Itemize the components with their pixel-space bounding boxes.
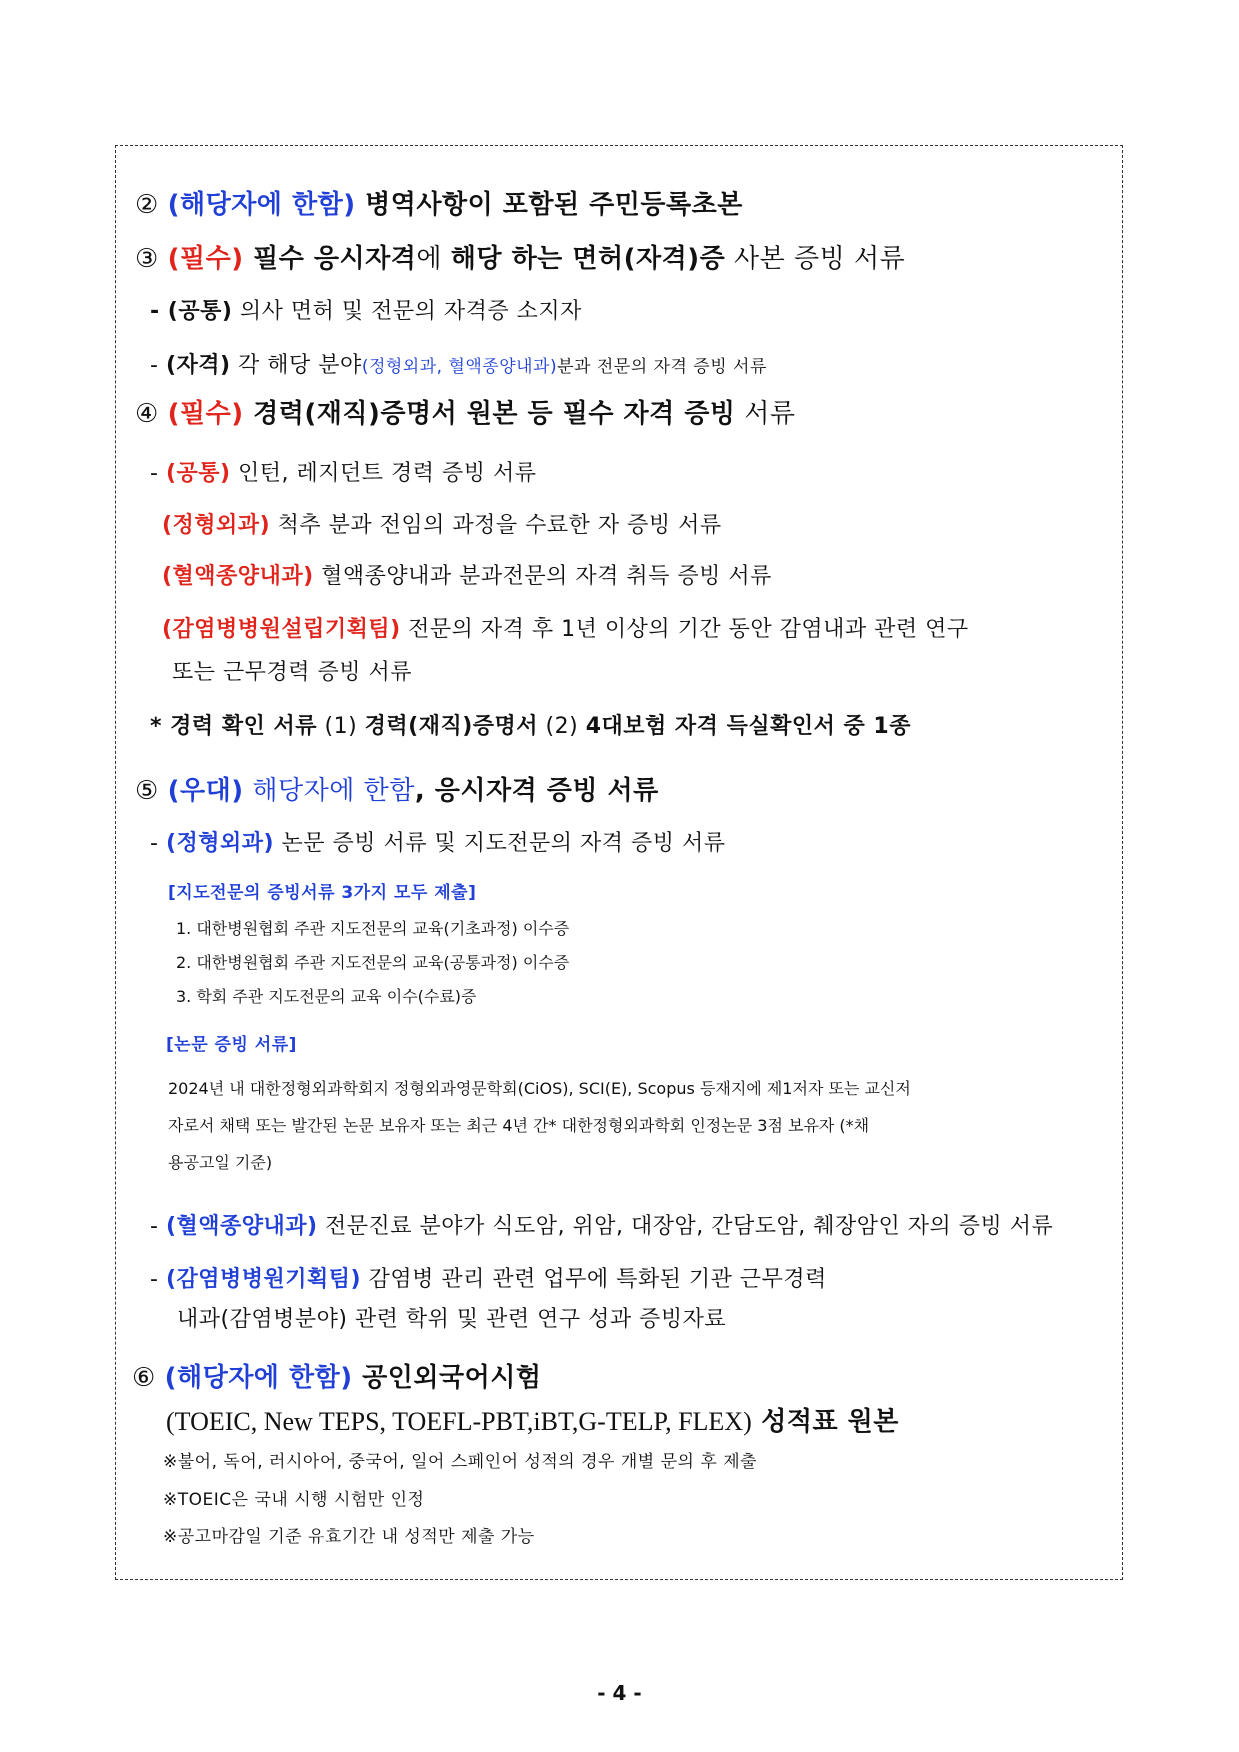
item-2-tag: (해당자에 한함) [167,190,356,220]
item-4-sub-2 [162,508,722,539]
item-4-sub-2-text: 척추 분과 전임의 과정을 수료한 자 증빙 서류 [270,513,722,538]
item-3-sub-1 [150,294,582,325]
guide-item-2: 2. 대한병원협회 주관 지도전문의 교육(공통과정) 이수증 [176,953,570,972]
item-4-note-t2: 4대보험 자격 득실확인서 중 1종 [585,714,911,739]
item-6-tag: (해당자에 한함) [164,1363,353,1393]
item-3-sub-2-text2: 분과 전문의 자격 증빙 서류 [557,357,767,377]
item-4-sub-1-text: 인턴, 레지던트 경력 증빙 서류 [230,461,537,486]
item-5-sub-3-line-2: 내과(감염병분야) 관련 학위 및 관련 연구 성과 증빙자료 [177,1307,727,1332]
item-4-sub-4 [162,612,969,643]
item-5-sub-3-text: 감염병 관리 관련 업무에 특화된 기관 근무경력 [361,1267,827,1292]
item-3-sub-2-text: 각 해당 분야 [230,353,362,378]
item-4 [135,393,796,430]
item-5-blue: 해당자에 한함 [243,776,415,806]
guide-item-3: 3. 학회 주관 지도전문의 교육 이수(수료)증 [176,987,477,1006]
dash: - [150,461,166,486]
item-5-text: , 응시자격 증빙 서류 [414,776,659,806]
item-4-text-bold: 경력(재직)증명서 원본 등 필수 자격 증빙 [243,399,736,429]
guide-item-1: 1. 대한병원협회 주관 지도전문의 교육(기초과정) 이수증 [176,919,570,938]
item-5-sub-1-text: 논문 증빙 서류 및 지도전문의 자격 증빙 서류 [274,831,726,856]
item-3-sub-2 [150,348,767,379]
paper-line-2: 자로서 채택 또는 발간된 논문 보유자 또는 최근 4년 간* 대한정형외과학회 인정논문 3점 보유자 (*채 [168,1116,870,1135]
item-4-note-n1: (1) [317,714,365,739]
item-3-text-bold: 필수 응시자격 [243,244,417,274]
item-4-sub-3 [162,559,772,590]
item-6-line-2-text: 성적표 원본 [751,1407,899,1437]
item-5 [135,770,659,807]
item-4-number: ④ [135,399,159,429]
item-4-sub-1-tag: (공통) [165,461,231,486]
dash: - [150,831,166,856]
item-3-sub-1-tag: (공통) [167,299,233,324]
item-5-sub-1 [150,826,726,857]
item-6-note-3: ※공고마감일 기준 유효기간 내 성적만 제출 가능 [163,1527,535,1547]
item-5-sub-2-tag: (혈액종양내과) [165,1214,318,1239]
dash: - [150,353,166,378]
item-5-sub-3-tag: (감염병병원기획팀) [165,1267,362,1292]
item-6-line-2 [166,1401,899,1438]
item-3 [135,238,905,275]
item-4-sub-3-text: 혈액종양내과 분과전문의 자격 취득 증빙 서류 [313,564,772,589]
item-2-number: ② [135,190,159,220]
dash: - [150,1214,166,1239]
item-4-note [150,709,911,740]
item-5-sub-1-tag: (정형외과) [165,831,275,856]
item-3-sub-2-tag: (자격) [165,353,231,378]
item-6-note-2: ※TOEIC은 국내 시행 시험만 인정 [163,1490,425,1510]
dash: - [150,1267,166,1292]
item-3-text-bold2: 해당 하는 면허(자격)증 [450,244,726,274]
item-6 [132,1357,541,1394]
page-number: - 4 - [597,1681,642,1705]
item-4-tag: (필수) [167,399,244,429]
item-5-tag: (우대) [167,776,244,806]
item-6-number: ⑥ [132,1363,156,1393]
item-4-sub-4-text: 전문의 자격 후 1년 이상의 기간 동안 감염내과 관련 연구 [400,617,969,642]
item-4-note-t1: 경력(재직)증명서 [364,714,539,739]
item-3-number: ③ [135,244,159,274]
item-6-text: 공인외국어시험 [352,1363,542,1393]
language-tests: (TOEIC, New TEPS, TOEFL-PBT,iBT,G-TELP, FLEX) [166,1407,752,1436]
item-3-text-rest: 사본 증빙 서류 [725,244,906,274]
dash: - [150,299,168,324]
item-3-sub-1-text: 의사 면허 및 전문의 자격증 소지자 [232,299,582,324]
item-3-sub-2-blue: (정형외과, 혈액종양내과) [361,357,558,377]
item-6-note-1: ※불어, 독어, 러시아어, 중국어, 일어 스페인어 성적의 경우 개별 문의 후 제출 [163,1452,758,1472]
item-5-sub-2-text: 전문진료 분야가 식도암, 위암, 대장암, 간담도암, 췌장암인 자의 증빙 서류 [317,1214,1054,1239]
item-4-sub-4-line-2: 또는 근무경력 증빙 서류 [172,660,413,685]
item-5-sub-3 [150,1262,827,1293]
item-4-sub-4-tag: (감염병병원설립기획팀) [162,617,401,642]
item-3-tag: (필수) [167,244,244,274]
item-3-text-mid: 에 [416,244,451,274]
paper-line-1: 2024년 내 대한정형외과학회지 정형외과영문학회(CiOS), SCI(E), Scopus 등재지에 제1저자 또는 교신저 [168,1079,911,1098]
item-5-number: ⑤ [135,776,159,806]
item-4-sub-2-tag: (정형외과) [162,513,271,538]
item-4-note-star: * 경력 확인 서류 [150,714,317,739]
paper-header: [논문 증빙 서류] [166,1035,297,1055]
guide-header: [지도전문의 증빙서류 3가지 모두 제출] [168,883,477,903]
item-4-text-rest: 서류 [735,399,796,429]
paper-line-3: 용공고일 기준) [168,1153,273,1172]
item-5-sub-2 [150,1209,1053,1240]
item-4-sub-1 [150,456,537,487]
item-2 [135,184,743,221]
item-4-note-n2: (2) [538,714,586,739]
item-4-sub-3-tag: (혈액종양내과) [162,564,314,589]
item-2-text: 병역사항이 포함된 주민등록초본 [355,190,743,220]
